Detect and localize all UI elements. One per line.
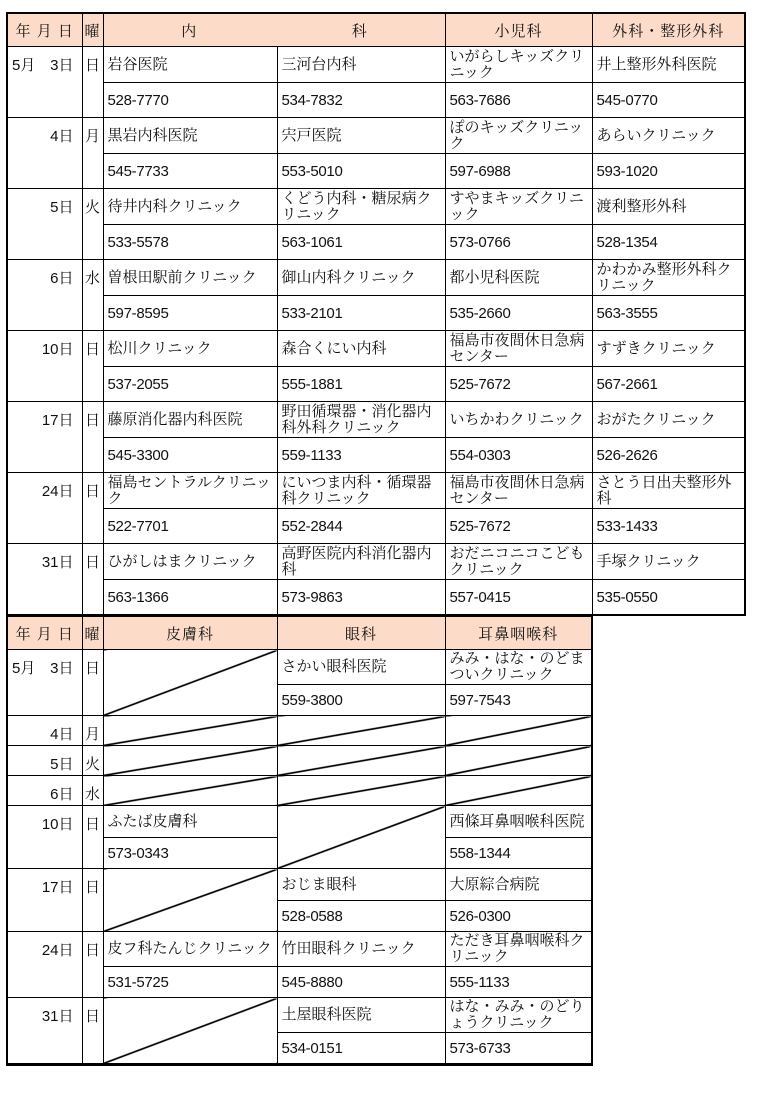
schedule-row-phones: [7, 438, 745, 473]
schedule-row-names: [7, 544, 745, 580]
schedule-row-names: [7, 260, 745, 296]
weekday-label: 日: [84, 341, 100, 358]
clinic-name-cell: 森合くにい内科: [277, 331, 445, 367]
date-day-number: 17日: [41, 412, 74, 429]
schedule-row-names: [7, 650, 592, 685]
clinic-phone-cell: 535-2660: [445, 296, 592, 331]
weekday-label: 日: [84, 554, 100, 571]
date-day-number: 6日: [50, 786, 74, 803]
weekday-label: 日: [84, 1008, 100, 1025]
table2-body: [7, 650, 592, 1065]
header-date: 年 月 日: [7, 616, 82, 650]
clinic-name-cell: 渡利整形外科: [592, 189, 745, 225]
clinic-phone-cell: 545-7733: [103, 154, 277, 189]
header-internal-right: 科: [351, 22, 367, 40]
date-day-number: 3日: [50, 57, 74, 74]
clinic-name-cell: あらいクリニック: [592, 118, 745, 154]
schedule-row-phones: [7, 225, 745, 260]
clinic-phone-cell: 522-7701: [103, 509, 277, 544]
clinic-name-cell: すずきクリニック: [592, 331, 745, 367]
clinic-name-cell: かわかみ整形外科クリニック: [592, 260, 745, 296]
clinic-name-cell: 松川クリニック: [103, 331, 277, 367]
schedule-row-names: [7, 932, 592, 967]
clinic-phone-cell: 525-7672: [445, 367, 592, 402]
schedule-row-phones: [7, 154, 745, 189]
closed-cell-diagonal: [277, 806, 445, 869]
clinic-name-cell: 皮フ科たんじクリニック: [103, 932, 277, 967]
clinic-name-cell: さかい眼科医院: [277, 650, 445, 685]
clinic-name-cell: さとう日出夫整形外科: [592, 473, 745, 509]
schedule-table-internal-pediatrics-surgery: [6, 12, 746, 616]
clinic-name-cell: ふたば皮膚科: [103, 806, 277, 838]
weekday-label: 日: [84, 660, 100, 677]
weekday-label: 日: [84, 57, 100, 74]
clinic-phone-cell: 545-8880: [277, 967, 445, 998]
date-day-number: 31日: [41, 1008, 74, 1025]
weekday-label: 日: [84, 942, 100, 959]
weekday-label: 日: [84, 483, 100, 500]
date-day-number: 10日: [41, 816, 74, 833]
table2-header-row: [7, 616, 592, 650]
clinic-phone-cell: 559-3800: [277, 685, 445, 716]
weekday-cell: [82, 47, 103, 118]
clinic-name-cell: おだニコニコこどもクリニック: [445, 544, 592, 580]
date-month: 5月: [12, 57, 36, 74]
date-month: 5月: [12, 660, 36, 677]
weekday-label: 水: [84, 786, 100, 803]
date-cell: [7, 776, 82, 806]
clinic-phone-cell: 545-0770: [592, 83, 745, 118]
weekday-cell: [82, 746, 103, 776]
date-cell: [7, 331, 82, 402]
clinic-name-cell: いちかわクリニック: [445, 402, 592, 438]
weekday-cell: [82, 806, 103, 869]
schedule-row-names: [7, 473, 745, 509]
schedule-row-phones: [7, 83, 745, 118]
weekday-cell: [82, 402, 103, 473]
clinic-phone-cell: 573-6733: [445, 1033, 592, 1065]
clinic-name-cell: ただき耳鼻咽喉科クリニック: [445, 932, 592, 967]
weekday-label: 火: [84, 199, 100, 216]
header-date: 年 月 日: [7, 13, 82, 47]
weekday-cell: [82, 331, 103, 402]
schedule-row-phones: [7, 509, 745, 544]
clinic-name-cell: ひがしはまクリニック: [103, 544, 277, 580]
clinic-phone-cell: 533-1433: [592, 509, 745, 544]
clinic-phone-cell: 563-7686: [445, 83, 592, 118]
clinic-phone-cell: 545-3300: [103, 438, 277, 473]
schedule-row-names: [7, 331, 745, 367]
clinic-phone-cell: 555-1881: [277, 367, 445, 402]
schedule-row-names: [7, 869, 592, 901]
clinic-phone-cell: 573-0343: [103, 838, 277, 869]
closed-cell-diagonal: [103, 776, 277, 806]
date-day-number: 31日: [41, 554, 74, 571]
clinic-phone-cell: 531-5725: [103, 967, 277, 998]
clinic-phone-cell: 555-1133: [445, 967, 592, 998]
clinic-name-cell: 井上整形外科医院: [592, 47, 745, 83]
clinic-name-cell: 西條耳鼻咽喉科医院: [445, 806, 592, 838]
clinic-phone-cell: 526-0300: [445, 901, 592, 932]
closed-cell-diagonal: [445, 746, 592, 776]
clinic-name-cell: 大原綜合病院: [445, 869, 592, 901]
weekday-label: 月: [84, 128, 100, 145]
weekday-cell: [82, 776, 103, 806]
date-day-number: 24日: [41, 483, 74, 500]
closed-cell-diagonal: [103, 716, 277, 746]
clinic-name-cell: 福島市夜間休日急病センター: [445, 331, 592, 367]
weekday-label: 日: [84, 412, 100, 429]
clinic-phone-cell: 526-2626: [592, 438, 745, 473]
date-cell: [7, 716, 82, 746]
date-day-number: 24日: [41, 942, 74, 959]
clinic-name-cell: 土屋眼科医院: [277, 998, 445, 1033]
clinic-name-cell: 三河台内科: [277, 47, 445, 83]
date-day-number: 5日: [50, 756, 74, 773]
clinic-name-cell: みみ・はな・のどまついクリニック: [445, 650, 592, 685]
clinic-phone-cell: 563-3555: [592, 296, 745, 331]
closed-cell-diagonal: [103, 869, 277, 932]
clinic-name-cell: 藤原消化器内科医院: [103, 402, 277, 438]
clinic-phone-cell: 528-0588: [277, 901, 445, 932]
clinic-name-cell: おじま眼科: [277, 869, 445, 901]
schedule-row-phones: [7, 580, 745, 616]
weekday-cell: [82, 932, 103, 998]
header-ophthalmology: 眼科: [277, 616, 445, 650]
date-cell: [7, 932, 82, 998]
schedule-row-names: [7, 998, 592, 1033]
date-day-number: 10日: [41, 341, 74, 358]
clinic-phone-cell: 559-1133: [277, 438, 445, 473]
date-cell: [7, 650, 82, 716]
date-cell: [7, 118, 82, 189]
clinic-phone-cell: 597-6988: [445, 154, 592, 189]
closed-cell-diagonal: [103, 998, 277, 1065]
clinic-name-cell: 都小児科医院: [445, 260, 592, 296]
weekday-label: 日: [84, 879, 100, 896]
table1-body: [7, 47, 745, 616]
weekday-cell: [82, 650, 103, 716]
clinic-name-cell: 手塚クリニック: [592, 544, 745, 580]
clinic-phone-cell: 573-9863: [277, 580, 445, 616]
schedule-row-names: [7, 402, 745, 438]
closed-cell-diagonal: [103, 650, 277, 716]
closed-cell-diagonal: [277, 716, 445, 746]
schedule-row-names: [7, 806, 592, 838]
clinic-name-cell: 曽根田駅前クリニック: [103, 260, 277, 296]
weekday-cell: [82, 260, 103, 331]
date-day-number: 17日: [41, 879, 74, 896]
clinic-phone-cell: 558-1344: [445, 838, 592, 869]
header-ent: 耳鼻咽喉科: [445, 616, 592, 650]
date-day-number: 4日: [50, 726, 74, 743]
clinic-name-cell: 福島市夜間休日急病センター: [445, 473, 592, 509]
date-cell: [7, 746, 82, 776]
weekday-cell: [82, 473, 103, 544]
date-day-number: 6日: [50, 270, 74, 287]
clinic-phone-cell: 533-5578: [103, 225, 277, 260]
header-day: 曜: [82, 616, 103, 650]
clinic-phone-cell: 535-0550: [592, 580, 745, 616]
date-cell: [7, 998, 82, 1065]
weekday-cell: [82, 118, 103, 189]
weekday-label: 水: [84, 270, 100, 287]
schedule-row-phones: [7, 296, 745, 331]
clinic-name-cell: 黒岩内科医院: [103, 118, 277, 154]
schedule-row-names: [7, 47, 745, 83]
clinic-phone-cell: 597-7543: [445, 685, 592, 716]
clinic-phone-cell: 528-7770: [103, 83, 277, 118]
date-cell: [7, 869, 82, 932]
clinic-phone-cell: 537-2055: [103, 367, 277, 402]
clinic-name-cell: 待井内科クリニック: [103, 189, 277, 225]
weekday-cell: [82, 544, 103, 616]
closed-cell-diagonal: [277, 776, 445, 806]
clinic-phone-cell: 534-0151: [277, 1033, 445, 1065]
clinic-phone-cell: 563-1366: [103, 580, 277, 616]
date-day-number: 5日: [50, 199, 74, 216]
clinic-phone-cell: 554-0303: [445, 438, 592, 473]
clinic-name-cell: すやまキッズクリニック: [445, 189, 592, 225]
clinic-name-cell: 岩谷医院: [103, 47, 277, 83]
clinic-name-cell: 高野医院内科消化器内科: [277, 544, 445, 580]
clinic-name-cell: はな・みみ・のどりょうクリニック: [445, 998, 592, 1033]
clinic-phone-cell: 557-0415: [445, 580, 592, 616]
closed-cell-diagonal: [445, 776, 592, 806]
weekday-label: 日: [84, 816, 100, 833]
date-cell: [7, 189, 82, 260]
weekday-cell: [82, 869, 103, 932]
date-day-number: 4日: [50, 128, 74, 145]
date-cell: [7, 402, 82, 473]
clinic-phone-cell: 528-1354: [592, 225, 745, 260]
closed-cell-diagonal: [103, 746, 277, 776]
header-surgery: 外科・整形外科: [592, 13, 745, 47]
clinic-name-cell: おがたクリニック: [592, 402, 745, 438]
clinic-phone-cell: 553-5010: [277, 154, 445, 189]
clinic-name-cell: ぽのキッズクリニック: [445, 118, 592, 154]
clinic-phone-cell: 534-7832: [277, 83, 445, 118]
weekday-cell: [82, 189, 103, 260]
clinic-name-cell: いがらしキッズクリニック: [445, 47, 592, 83]
date-cell: [7, 544, 82, 616]
clinic-name-cell: 福島セントラルクリニック: [103, 473, 277, 509]
clinic-phone-cell: 533-2101: [277, 296, 445, 331]
weekday-label: 月: [84, 726, 100, 743]
clinic-name-cell: 竹田眼科クリニック: [277, 932, 445, 967]
header-internal-left: 内: [181, 22, 197, 40]
weekday-cell: [82, 998, 103, 1065]
date-cell: [7, 260, 82, 331]
clinic-phone-cell: 597-8595: [103, 296, 277, 331]
header-pediatrics: 小児科: [445, 13, 592, 47]
clinic-phone-cell: 563-1061: [277, 225, 445, 260]
header-day: 曜: [82, 13, 103, 47]
schedule-row-phones: [7, 367, 745, 402]
weekday-cell: [82, 716, 103, 746]
clinic-phone-cell: 525-7672: [445, 509, 592, 544]
clinic-name-cell: くどう内科・糖尿病クリニック: [277, 189, 445, 225]
clinic-phone-cell: 573-0766: [445, 225, 592, 260]
clinic-phone-cell: 552-2844: [277, 509, 445, 544]
clinic-name-cell: 宍戸医院: [277, 118, 445, 154]
table1-header-row: [7, 13, 745, 47]
closed-cell-diagonal: [277, 746, 445, 776]
weekday-label: 火: [84, 756, 100, 773]
clinic-phone-cell: 593-1020: [592, 154, 745, 189]
header-internal-medicine: [103, 13, 445, 47]
schedule-row-names: [7, 189, 745, 225]
date-day-number: 3日: [50, 660, 74, 677]
closed-cell-diagonal: [445, 716, 592, 746]
date-cell: [7, 473, 82, 544]
clinic-phone-cell: 567-2661: [592, 367, 745, 402]
schedule-row-names: [7, 118, 745, 154]
schedule-table-dermatology-eye-ent: [6, 615, 593, 1066]
date-cell: [7, 47, 82, 118]
clinic-name-cell: にいつま内科・循環器科クリニック: [277, 473, 445, 509]
date-cell: [7, 806, 82, 869]
header-dermatology: 皮膚科: [103, 616, 277, 650]
clinic-name-cell: 野田循環器・消化器内科外科クリニック: [277, 402, 445, 438]
clinic-name-cell: 御山内科クリニック: [277, 260, 445, 296]
